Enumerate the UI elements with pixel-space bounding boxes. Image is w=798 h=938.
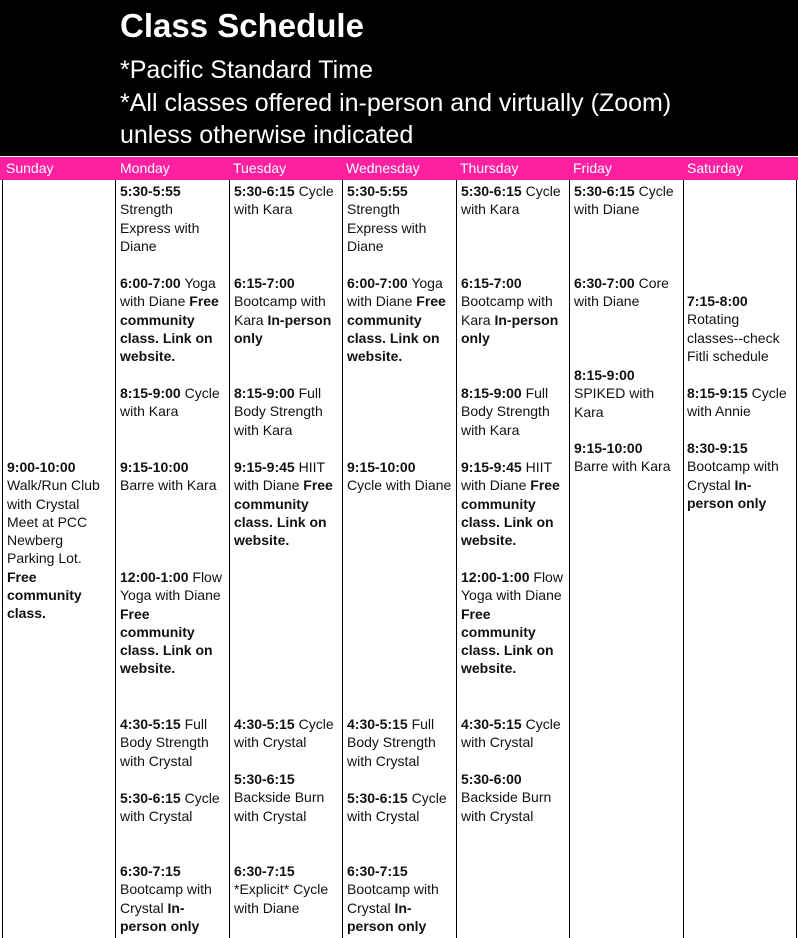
class-slot: [461, 458, 567, 549]
format-note-line-2: unless otherwise indicated: [120, 121, 414, 149]
class-time: 6:15-7:00: [461, 275, 522, 291]
class-slot: [234, 862, 340, 917]
class-description: Flow Yoga with Diane: [461, 569, 563, 604]
class-time: 9:15-9:45: [461, 459, 522, 475]
class-time: 12:00-1:00: [120, 569, 189, 585]
class-note: Free community class. Link on website.: [461, 605, 554, 677]
class-time: 5:30-6:15: [574, 183, 635, 199]
class-time: 9:00-10:00: [7, 459, 76, 475]
class-time: 6:30-7:00: [574, 275, 635, 291]
class-slot: [234, 458, 340, 549]
class-slot: [7, 458, 111, 623]
class-time: 8:15-9:15: [687, 385, 748, 401]
class-description: Cycle with Kara: [461, 183, 561, 218]
class-description: Cycle with Crystal: [347, 790, 447, 825]
class-description: Cycle with Crystal: [234, 716, 334, 751]
class-note: Free community class. Link on website.: [234, 477, 333, 549]
class-description: Cycle with Kara: [234, 183, 334, 218]
class-time: 5:30-6:15: [461, 183, 522, 199]
class-description: Bootcamp with Crystal: [347, 881, 439, 916]
class-description: Full Body Strength with Kara: [461, 385, 550, 438]
class-description: SPIKED with Kara: [574, 385, 655, 420]
day-header-friday: Friday: [573, 160, 612, 176]
class-description: Full Body Strength with Kara: [234, 385, 323, 438]
class-time: 5:30-6:00: [461, 771, 522, 787]
column-divider: [115, 180, 116, 938]
class-description: *Explicit* Cycle with Diane: [234, 881, 329, 916]
day-header-thursday: Thursday: [460, 160, 519, 176]
class-time: 6:15-7:00: [234, 275, 295, 291]
class-slot: [347, 274, 453, 365]
class-time: 5:30-5:55: [347, 183, 408, 199]
schedule-header: [0, 0, 798, 156]
class-note: In-person only: [687, 476, 767, 511]
class-note: In-person only: [461, 311, 559, 346]
class-description: Bootcamp with Crystal: [687, 458, 779, 493]
column-divider: [229, 180, 230, 938]
class-description: Yoga with Diane: [347, 275, 443, 310]
timezone-note: *Pacific Standard Time: [120, 56, 373, 84]
format-note-line-1: *All classes offered in-person and virtually (Zoom): [120, 89, 672, 117]
class-slot: [347, 458, 453, 495]
class-description: Cycle with Crystal: [461, 716, 561, 751]
class-description: Cycle with Diane: [574, 183, 674, 218]
class-slot: [347, 862, 453, 935]
class-slot: [574, 439, 680, 476]
class-time: 12:00-1:00: [461, 569, 530, 585]
class-description: Bootcamp with Kara: [234, 293, 326, 328]
class-description: Cycle with Annie: [687, 385, 787, 420]
class-slot: [574, 366, 680, 421]
class-description: Strength Express with Diane: [347, 201, 427, 254]
day-header-saturday: Saturday: [687, 160, 744, 176]
class-slot: [687, 292, 793, 365]
day-header-wednesday: Wednesday: [346, 160, 420, 176]
class-time: 6:00-7:00: [347, 275, 408, 291]
class-slot: [347, 789, 453, 826]
class-time: 5:30-6:15: [347, 790, 408, 806]
class-slot: [461, 770, 567, 825]
class-time: 5:30-6:15: [234, 183, 295, 199]
class-description: Backside Burn with Crystal: [461, 789, 552, 824]
page-title: Class Schedule: [120, 7, 364, 44]
class-slot: [120, 715, 226, 770]
class-note: In-person only: [120, 899, 200, 934]
class-time: 9:15-9:45: [234, 459, 295, 475]
class-time: 8:15-9:00: [120, 385, 181, 401]
column-divider: [456, 180, 457, 938]
class-slot: [461, 274, 567, 347]
class-description: HIIT with Diane: [234, 459, 325, 494]
class-description: Walk/Run Club with Crystal Meet at PCC Newberg Parking Lot.: [7, 477, 100, 567]
day-header-monday: Monday: [120, 160, 170, 176]
class-slot: [687, 439, 793, 512]
class-slot: [687, 384, 793, 421]
class-description: Backside Burn with Crystal: [234, 789, 325, 824]
class-time: 6:00-7:00: [120, 275, 181, 291]
class-time: 4:30-5:15: [234, 716, 295, 732]
class-slot: [234, 715, 340, 752]
class-time: 6:30-7:15: [347, 863, 408, 879]
class-description: Strength Express with Diane: [120, 201, 200, 254]
class-slot: [120, 274, 226, 365]
class-description: Full Body Strength with Crystal: [120, 716, 209, 769]
class-slot: [120, 182, 226, 255]
class-time: 5:30-6:15: [120, 790, 181, 806]
class-time: 4:30-5:15: [461, 716, 522, 732]
day-header-row: [0, 156, 798, 180]
class-description: Yoga with Diane: [120, 275, 216, 310]
class-time: 9:15-10:00: [347, 459, 416, 475]
class-slot: [574, 274, 680, 311]
class-slot: [120, 789, 226, 826]
class-time: 9:15-10:00: [574, 440, 643, 456]
class-slot: [461, 568, 567, 678]
class-slot: [234, 384, 340, 439]
class-description: Full Body Strength with Crystal: [347, 716, 436, 769]
class-slot: [347, 715, 453, 770]
class-time: 6:30-7:15: [120, 863, 181, 879]
class-slot: [234, 182, 340, 219]
class-time: 8:15-9:00: [234, 385, 295, 401]
class-note: Free community class. Link on website.: [461, 477, 560, 549]
class-slot: [234, 274, 340, 347]
class-time: 8:15-9:00: [574, 367, 635, 383]
class-time: 4:30-5:15: [120, 716, 181, 732]
day-header-tuesday: Tuesday: [233, 160, 287, 176]
class-slot: [120, 862, 226, 935]
class-time: 6:30-7:15: [234, 863, 295, 879]
class-description: Barre with Kara: [574, 458, 671, 475]
class-description: Barre with Kara: [120, 477, 217, 494]
class-slot: [461, 182, 567, 219]
class-description: HIIT with Diane: [461, 459, 552, 494]
class-slot: [120, 458, 226, 495]
class-description: Rotating classes--check Fitli schedule: [687, 311, 780, 364]
class-time: 5:30-5:55: [120, 183, 181, 199]
class-slot: [120, 568, 226, 678]
class-slot: [574, 182, 680, 219]
class-description: Bootcamp with Crystal: [120, 881, 212, 916]
class-note: Free community class. Link on website.: [120, 293, 219, 365]
class-slot: [234, 770, 340, 825]
class-description: Core with Diane: [574, 275, 669, 310]
class-time: 4:30-5:15: [347, 716, 408, 732]
class-slot: [120, 384, 226, 421]
class-note: Free community class. Link on website.: [347, 293, 446, 365]
class-slot: [461, 384, 567, 439]
class-description: Flow Yoga with Diane: [120, 569, 222, 604]
column-divider: [683, 180, 684, 938]
class-time: 8:30-9:15: [687, 440, 748, 456]
class-description: Cycle with Crystal: [120, 790, 220, 825]
day-header-sunday: Sunday: [6, 160, 54, 176]
class-slot: [461, 715, 567, 752]
class-description: Cycle with Diane: [347, 477, 452, 494]
class-slot: [347, 182, 453, 255]
class-note: Free community class.: [7, 568, 82, 622]
class-time: 8:15-9:00: [461, 385, 522, 401]
class-note: Free community class. Link on website.: [120, 605, 213, 677]
class-note: In-person only: [347, 899, 427, 934]
class-description: Cycle with Kara: [120, 385, 220, 420]
column-divider: [569, 180, 570, 938]
class-time: 9:15-10:00: [120, 459, 189, 475]
class-time: 5:30-6:15: [234, 771, 295, 787]
class-note: In-person only: [234, 311, 332, 346]
class-description: Bootcamp with Kara: [461, 293, 553, 328]
column-divider: [342, 180, 343, 938]
class-time: 7:15-8:00: [687, 293, 748, 309]
